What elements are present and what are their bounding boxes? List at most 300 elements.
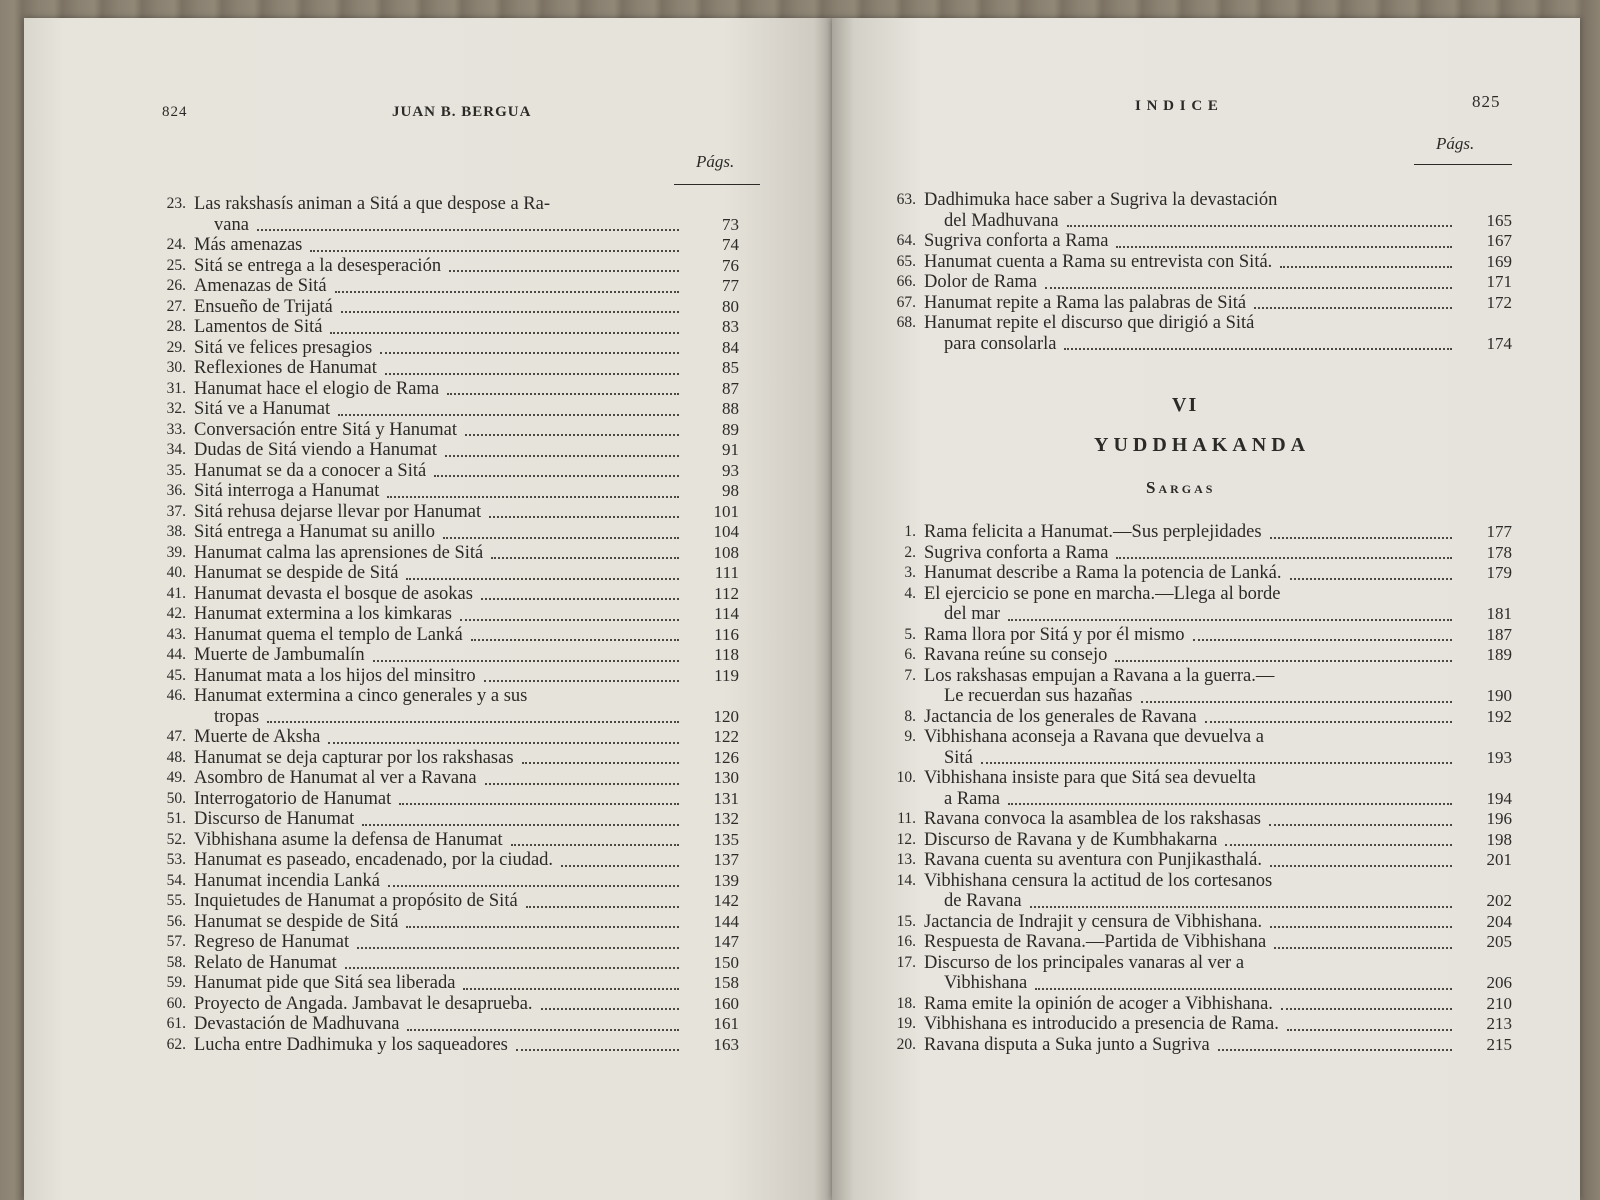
dot-leader (484, 680, 679, 682)
entry-title: Sitá ve a Hanumat (194, 399, 331, 419)
entry-number: 25. (166, 256, 186, 274)
toc-entry (144, 625, 739, 646)
entry-page-number: 163 (713, 1034, 739, 1054)
entry-page-number: 83 (722, 317, 739, 336)
entry-number: 65. (896, 252, 916, 270)
entry-number: 52. (166, 830, 186, 848)
dot-leader (362, 824, 679, 826)
entry-number: 10. (896, 769, 916, 786)
entry-title: Respuesta de Ravana.—Partida de Vibhishana (924, 932, 1267, 952)
entry-page-number: 87 (722, 378, 739, 398)
entry-title: Rama emite la opinión de acoger a Vibhishana. (924, 993, 1273, 1014)
dot-leader (338, 414, 679, 416)
dot-leader (399, 803, 679, 805)
entry-page-number: 194 (1486, 788, 1512, 808)
dot-leader (330, 332, 679, 334)
dot-leader (489, 516, 679, 518)
dot-leader (522, 762, 679, 764)
dot-leader (1225, 844, 1452, 846)
right-page (832, 18, 1580, 1200)
section-number: VI (1172, 394, 1199, 416)
entry-title: Hanumat es paseado, encadenado, por la ciudad. (194, 850, 554, 870)
toc-entry (144, 686, 739, 727)
toc-entry (874, 912, 1512, 933)
dot-leader (1064, 348, 1452, 350)
dot-leader (1280, 266, 1452, 268)
toc-entry (144, 420, 739, 441)
entry-number: 58. (166, 953, 186, 971)
entry-title: Las rakshasís animan a Sitá a que despose a Ra- (194, 194, 551, 214)
entry-page-number: 177 (1486, 522, 1512, 541)
entry-title: Hanumat extermina a cinco generales y a sus (194, 686, 528, 706)
dot-leader (407, 1029, 679, 1031)
left-pags-label: Págs. (696, 152, 735, 171)
entry-title: Dudas de Sitá viendo a Hanumat (194, 440, 438, 460)
dot-leader (516, 1049, 679, 1051)
entry-title: Hanumat se da a conocer a Sitá (194, 460, 427, 481)
entry-page-number: 104 (713, 522, 739, 541)
entry-page-number: 205 (1486, 932, 1512, 951)
entry-title-continuation: Le recuerdan sus hazañas (944, 686, 1133, 706)
entry-number: 14. (896, 871, 916, 889)
toc-entry (874, 584, 1512, 625)
entry-title: Vibhishana aconseja a Ravana que devuelva a (924, 727, 1264, 747)
toc-entry (874, 707, 1512, 728)
entry-title: Inquietudes de Hanumat a propósito de Sitá (194, 891, 518, 911)
entry-page-number: 98 (722, 481, 739, 500)
entry-title: Vibhishana censura la actitud de los cortesanos (924, 870, 1273, 891)
entry-page-number: 193 (1486, 747, 1512, 767)
entry-page-number: 91 (722, 440, 739, 459)
entry-page-number: 85 (722, 358, 739, 377)
right-pags-rule (1414, 164, 1512, 165)
entry-page-number: 114 (714, 604, 739, 623)
entry-number: 48. (166, 748, 186, 766)
dot-leader (385, 373, 679, 375)
entry-title: Lamentos de Sitá (194, 317, 323, 337)
dot-leader (434, 475, 679, 477)
entry-title: Hanumat describe a Rama la potencia de Lanká. (924, 563, 1282, 583)
toc-entry (144, 379, 739, 400)
toc-entry (144, 830, 739, 851)
entry-title: Hanumat mata a los hijos del minsitro (194, 665, 476, 686)
toc-entry (874, 645, 1512, 666)
entry-page-number: 130 (713, 768, 739, 787)
entry-page-number: 167 (1486, 231, 1512, 250)
entry-title: Hanumat se despide de Sitá (194, 911, 399, 932)
entry-title-continuation: Sitá (944, 747, 973, 768)
dot-leader (345, 967, 679, 969)
toc-entry (144, 297, 739, 318)
toc-entry (144, 645, 739, 666)
entry-title: Discurso de los principales vanaras al ver a (924, 952, 1245, 973)
entry-title-continuation: del Madhuvana (944, 210, 1059, 231)
entry-title-continuation: para consolarla (944, 333, 1057, 354)
toc-entry (874, 231, 1512, 252)
entry-number: 57. (166, 933, 186, 950)
entry-title-continuation: vana (214, 214, 249, 235)
toc-entry (874, 313, 1512, 354)
entry-title: Proyecto de Angada. Jambavat le desaprueba. (194, 993, 533, 1014)
entry-title: Sugriva conforta a Rama (924, 542, 1109, 563)
entry-page-number: 189 (1486, 645, 1512, 664)
entry-number: 7. (904, 666, 916, 684)
dot-leader (406, 578, 679, 580)
toc-entry (144, 194, 739, 235)
right-running-head: I N D I C E (1135, 98, 1219, 114)
entry-page-number: 198 (1486, 829, 1512, 849)
entry-number: 55. (166, 892, 186, 909)
entry-title: Ensueño de Trijatá (194, 296, 333, 317)
entry-number: 61. (166, 1015, 186, 1032)
toc-entry (874, 932, 1512, 953)
dot-leader (511, 844, 679, 846)
toc-entry (144, 358, 739, 379)
entry-page-number: 108 (713, 542, 739, 562)
entry-page-number: 89 (722, 419, 739, 439)
toc-entry (874, 850, 1512, 871)
dot-leader (481, 598, 679, 600)
entry-title: Discurso de Hanumat (194, 809, 355, 829)
entry-title: Relato de Hanumat (194, 952, 337, 973)
toc-entry (874, 625, 1512, 646)
dot-leader (1035, 988, 1452, 990)
entry-title: Hanumat calma las aprensiones de Sitá (194, 542, 484, 563)
dot-leader (491, 557, 679, 559)
left-running-head: JUAN B. BERGUA (392, 104, 532, 120)
entry-page-number: 84 (722, 337, 739, 357)
dot-leader (1254, 307, 1452, 309)
entry-page-number: 190 (1486, 686, 1512, 705)
toc-entry (144, 932, 739, 953)
entry-number: 51. (166, 810, 186, 827)
toc-entry (144, 727, 739, 748)
toc-entry (144, 440, 739, 461)
entry-page-number: 160 (713, 993, 739, 1013)
entry-title: Devastación de Madhuvana (194, 1014, 400, 1034)
toc-entry (874, 1014, 1512, 1035)
entry-number: 54. (166, 871, 186, 889)
entry-page-number: 88 (722, 399, 739, 418)
entry-title: Rama felicita a Hanumat.—Sus perplejidades (924, 522, 1262, 542)
entry-title: Hanumat incendia Lanká (194, 870, 380, 891)
entry-number: 37. (166, 502, 186, 520)
toc-entry (144, 912, 739, 933)
entry-number: 50. (166, 789, 186, 807)
dot-leader (1030, 906, 1452, 908)
toc-entry (144, 461, 739, 482)
entry-number: 5. (904, 625, 916, 643)
dot-leader (1045, 287, 1452, 289)
entry-title: Los rakshasas empujan a Ravana a la guerra.— (924, 665, 1275, 686)
entry-page-number: 161 (713, 1014, 739, 1033)
dot-leader (1008, 619, 1452, 621)
entry-title: Jactancia de Indrajit y censura de Vibhishana. (924, 911, 1263, 932)
entry-page-number: 187 (1486, 624, 1512, 644)
dot-leader (1270, 865, 1452, 867)
toc-entry (874, 727, 1512, 768)
dot-leader (541, 1008, 679, 1010)
entry-title: Sugriva conforta a Rama (924, 231, 1109, 251)
entry-number: 3. (904, 564, 916, 581)
entry-title: Más amenazas (194, 235, 303, 255)
entry-number: 66. (896, 273, 916, 290)
entry-title: Ravana reúne su consejo (924, 645, 1108, 665)
entry-page-number: 174 (1486, 333, 1512, 353)
entry-number: 8. (904, 707, 916, 725)
toc-entry (874, 666, 1512, 707)
toc-entry (144, 502, 739, 523)
dot-leader (267, 721, 679, 723)
toc-entry (874, 1035, 1512, 1056)
toc-entry (144, 604, 739, 625)
entry-page-number: 196 (1486, 809, 1512, 828)
toc-entry (144, 748, 739, 769)
entry-number: 67. (896, 293, 916, 311)
entry-page-number: 179 (1486, 563, 1512, 582)
entry-title: Regreso de Hanumat (194, 932, 350, 952)
entry-number: 59. (166, 974, 186, 991)
entry-page-number: 202 (1486, 891, 1512, 910)
entry-title: Sitá entrega a Hanumat su anillo (194, 522, 435, 542)
entry-title: Dolor de Rama (924, 272, 1038, 292)
entry-page-number: 126 (713, 747, 739, 767)
toc-entry (144, 584, 739, 605)
entry-title: Hanumat se deja capturar por los rakshasas (194, 747, 514, 768)
entry-title-continuation: Vibhishana (944, 973, 1028, 993)
entry-number: 49. (166, 769, 186, 786)
entry-title: Discurso de Ravana y de Kumbhakarna (924, 829, 1218, 850)
entry-page-number: 147 (713, 932, 739, 951)
entry-number: 31. (166, 379, 186, 397)
entry-number: 20. (896, 1035, 916, 1053)
entry-title: Amenazas de Sitá (194, 276, 327, 296)
entry-title-continuation: de Ravana (944, 891, 1022, 911)
dot-leader (373, 660, 679, 662)
dot-leader (1287, 1029, 1452, 1031)
entry-number: 32. (166, 400, 186, 417)
entry-page-number: 137 (713, 850, 739, 869)
toc-entry (144, 809, 739, 830)
toc-entry (144, 1035, 739, 1056)
open-book (24, 18, 1580, 1200)
dot-leader (1290, 578, 1452, 580)
entry-page-number: 158 (713, 973, 739, 992)
dot-leader (463, 988, 679, 990)
toc-entry (874, 809, 1512, 830)
entry-page-number: 192 (1486, 706, 1512, 726)
dot-leader (310, 250, 679, 252)
toc-entry (144, 317, 739, 338)
toc-entry (144, 994, 739, 1015)
section-title: YUDDHAKANDA (1094, 434, 1311, 456)
toc-entry (144, 768, 739, 789)
subsection-heading: Sargas (1146, 478, 1216, 497)
dot-leader (341, 311, 679, 313)
entry-title: Reflexiones de Hanumat (194, 358, 377, 378)
dot-leader (449, 270, 679, 272)
entry-number: 2. (904, 543, 916, 561)
entry-number: 27. (166, 297, 186, 315)
entry-title: Hanumat repite el discurso que dirigió a Sitá (924, 313, 1255, 333)
dot-leader (447, 393, 679, 395)
entry-title-continuation: a Rama (944, 788, 1000, 809)
entry-title: Rama llora por Sitá y por él mismo (924, 624, 1185, 645)
entry-title: Muerte de Jambumalín (194, 645, 365, 665)
dot-leader (1141, 701, 1452, 703)
dot-leader (1274, 947, 1452, 949)
entry-number: 40. (166, 564, 186, 581)
toc-entry (144, 1014, 739, 1035)
dot-leader (335, 291, 679, 293)
dot-leader (387, 496, 679, 498)
entry-page-number: 76 (722, 255, 739, 275)
dot-leader (1270, 537, 1452, 539)
right-page-number: 825 (1472, 92, 1501, 111)
entry-number: 53. (166, 851, 186, 868)
entry-title: Hanumat quema el templo de Lanká (194, 624, 463, 645)
entry-page-number: 119 (714, 665, 739, 685)
entry-page-number: 135 (713, 829, 739, 849)
entry-title: Hanumat repite a Rama las palabras de Sitá (924, 292, 1247, 313)
entry-page-number: 201 (1486, 850, 1512, 869)
dot-leader (406, 926, 679, 928)
dot-leader (443, 537, 679, 539)
toc-entry (874, 871, 1512, 912)
entry-page-number: 178 (1486, 542, 1512, 562)
entry-page-number: 165 (1486, 210, 1512, 230)
dot-leader (1205, 721, 1452, 723)
entry-title: Interrogatorio de Hanumat (194, 788, 392, 809)
dot-leader (357, 947, 679, 949)
toc-entry (144, 871, 739, 892)
entry-number: 19. (896, 1015, 916, 1032)
entry-number: 64. (896, 232, 916, 249)
entry-page-number: 116 (714, 624, 739, 644)
entry-number: 16. (896, 933, 916, 950)
entry-number: 6. (904, 646, 916, 663)
toc-entry (874, 252, 1512, 273)
entry-page-number: 169 (1486, 251, 1512, 271)
entry-number: 33. (166, 420, 186, 438)
dot-leader (526, 906, 679, 908)
entry-title: Hanumat pide que Sitá sea liberada (194, 973, 456, 993)
dot-leader (471, 639, 679, 641)
dot-leader (460, 619, 679, 621)
entry-number: 12. (896, 830, 916, 848)
dot-leader (485, 783, 679, 785)
entry-number: 4. (904, 584, 916, 602)
entry-number: 38. (166, 523, 186, 540)
toc-entry (874, 563, 1512, 584)
toc-entry (144, 522, 739, 543)
entry-title: Vibhishana asume la defensa de Hanumat (194, 829, 503, 850)
entry-number: 24. (166, 236, 186, 253)
entry-number: 13. (896, 851, 916, 868)
dot-leader (257, 229, 679, 231)
toc-entry (874, 272, 1512, 293)
entry-page-number: 213 (1486, 1014, 1512, 1033)
toc-entry (874, 190, 1512, 231)
entry-title: Muerte de Aksha (194, 727, 321, 747)
toc-entry (144, 973, 739, 994)
entry-title: El ejercicio se pone en marcha.—Llega al borde (924, 583, 1281, 604)
entry-number: 29. (166, 338, 186, 356)
entry-page-number: 204 (1486, 911, 1512, 931)
entry-page-number: 181 (1486, 604, 1512, 623)
entry-number: 63. (896, 191, 916, 208)
entry-title: Hanumat cuenta a Rama su entrevista con Sitá. (924, 251, 1273, 272)
entry-page-number: 120 (713, 706, 739, 726)
dot-leader (1281, 1008, 1452, 1010)
entry-page-number: 215 (1486, 1034, 1512, 1054)
toc-entry (144, 543, 739, 564)
entry-page-number: 210 (1486, 993, 1512, 1013)
toc-entry (874, 293, 1512, 314)
entry-page-number: 112 (714, 583, 739, 603)
entry-page-number: 122 (713, 727, 739, 746)
entry-number: 23. (166, 195, 186, 212)
dot-leader (388, 885, 679, 887)
toc-entry (144, 891, 739, 912)
entry-page-number: 118 (714, 645, 739, 664)
toc-entry (144, 850, 739, 871)
dot-leader (1270, 926, 1452, 928)
entry-page-number: 73 (722, 214, 739, 234)
entry-number: 30. (166, 359, 186, 376)
entry-number: 15. (896, 912, 916, 930)
entry-number: 46. (166, 687, 186, 704)
dot-leader (1218, 1049, 1452, 1051)
entry-number: 26. (166, 277, 186, 294)
right-entries-bottom-list (874, 522, 1512, 1055)
entry-number: 43. (166, 625, 186, 643)
entry-title: Asombro de Hanumat al ver a Ravana (194, 768, 477, 788)
entry-page-number: 80 (722, 296, 739, 316)
dot-leader (1193, 639, 1452, 641)
entry-title: Sitá se entrega a la desesperación (194, 255, 442, 276)
entry-number: 45. (166, 666, 186, 684)
entry-title-continuation: tropas (214, 706, 260, 727)
entry-number: 36. (166, 482, 186, 499)
entry-number: 62. (166, 1035, 186, 1053)
entry-number: 9. (904, 728, 916, 745)
entry-page-number: 144 (713, 911, 739, 931)
entry-number: 1. (904, 523, 916, 540)
entry-title: Hanumat hace el elogio de Rama (194, 378, 440, 399)
dot-leader (1116, 557, 1452, 559)
toc-entry (874, 994, 1512, 1015)
entry-title: Hanumat se despide de Sitá (194, 563, 399, 583)
entry-title: Hanumat extermina a los kimkaras (194, 604, 452, 624)
toc-entry (144, 235, 739, 256)
entry-page-number: 142 (713, 891, 739, 910)
toc-entry (144, 666, 739, 687)
entry-page-number: 132 (713, 809, 739, 828)
entry-title: Lucha entre Dadhimuka y los saqueadores (194, 1034, 508, 1055)
toc-entry (144, 563, 739, 584)
toc-entry (144, 399, 739, 420)
entry-page-number: 171 (1486, 272, 1512, 291)
toc-entry (144, 338, 739, 359)
left-page-number: 824 (162, 104, 188, 120)
entry-title-continuation: del mar (944, 604, 1000, 624)
entry-number: 68. (896, 314, 916, 331)
dot-leader (1115, 660, 1452, 662)
entry-page-number: 111 (714, 563, 739, 582)
entry-number: 44. (166, 646, 186, 663)
entry-title: Sitá ve felices presagios (194, 337, 373, 358)
